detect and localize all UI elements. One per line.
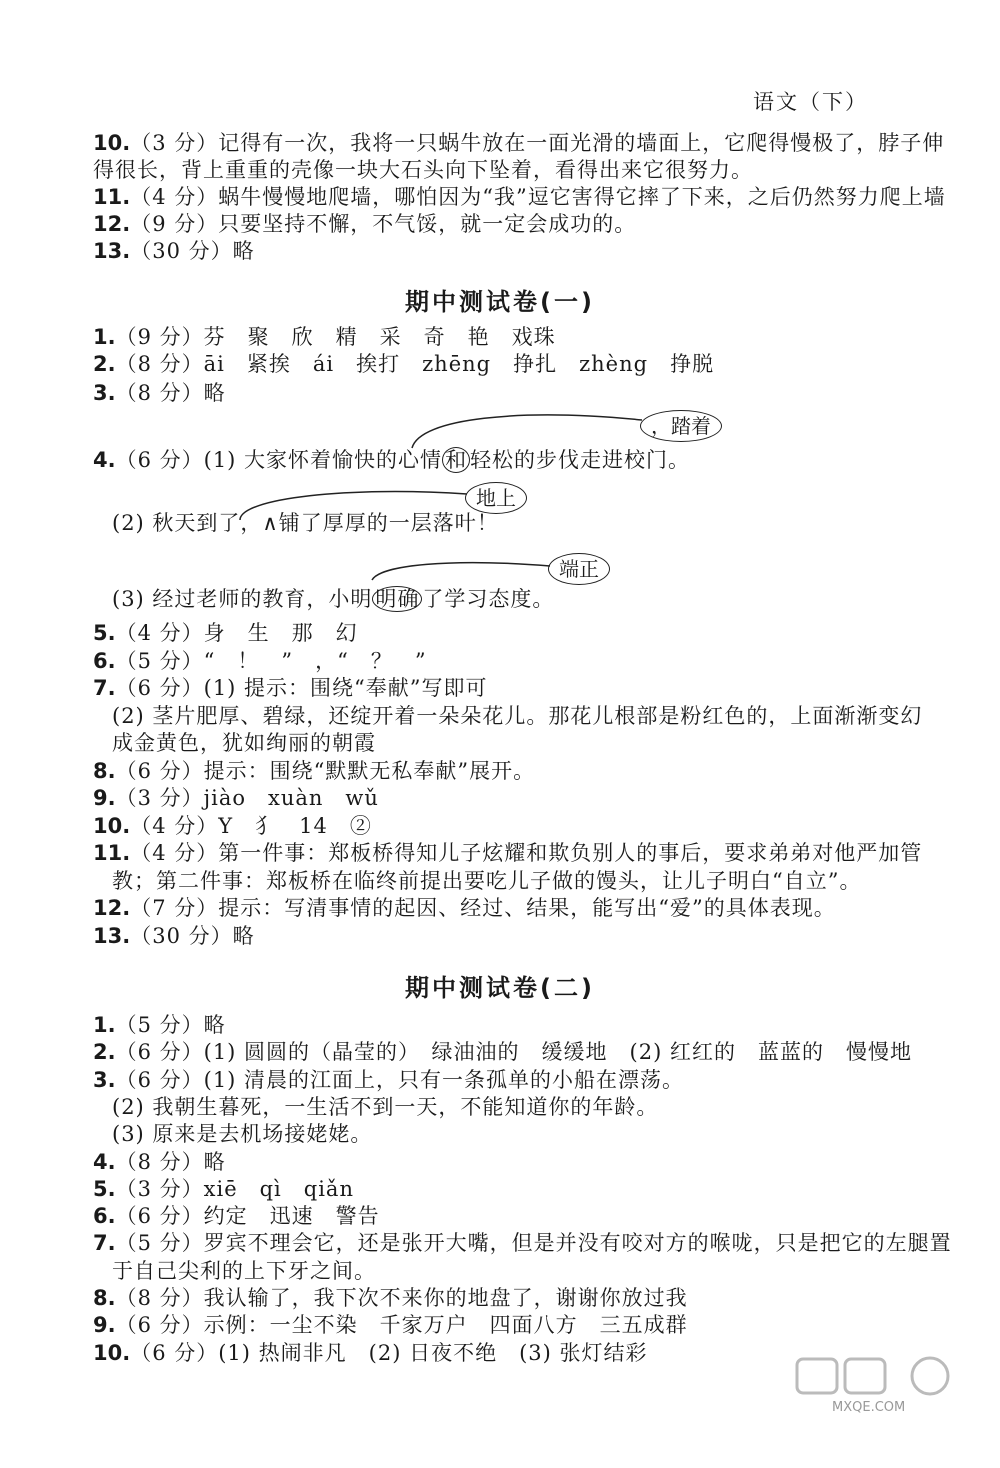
page-header: 语文（下） <box>753 90 868 114</box>
correction-line-1 <box>93 447 933 473</box>
answer-text: （4 分）Y 犭 14 ② <box>130 813 372 838</box>
answer-line <box>93 785 933 811</box>
answer-text: （6 分）提示：围绕“默默无私奉献”展开。 <box>115 758 536 783</box>
question-number: 12. <box>93 896 131 920</box>
answer-text: (2) 我朝生暮死，一生活不到一天，不能知道你的年龄。 <box>112 1094 659 1119</box>
answer-line <box>93 1312 933 1338</box>
answer-line <box>112 868 952 894</box>
question-number: 13. <box>93 923 131 948</box>
question-number: 8. <box>93 758 116 783</box>
question-number: 11. <box>93 841 131 865</box>
answer-text: 了学习态度。 <box>422 587 555 611</box>
answer-text: （6 分）(1) 圆圆的（晶莹的） 绿油油的 缓缓地 (2) 红红的 蓝蓝的 慢慢地 <box>115 1040 912 1065</box>
answer-line <box>93 238 933 264</box>
answer-line <box>93 675 933 701</box>
insertion-bubble: 地上 <box>465 482 527 514</box>
question-number: 3. <box>93 1067 116 1092</box>
answer-text: （8 分）略 <box>115 381 226 405</box>
answer-text: （3 分）记得有一次，我将一只蜗牛放在一面光滑的墙面上，它爬得慢极了，脖子伸 <box>130 131 945 155</box>
answer-text: 教；第二件事：郑板桥在临终前提出要吃儿子做的馒头，让儿子明白“自立”。 <box>112 868 862 893</box>
correction-line-3 <box>112 586 952 612</box>
answer-text: （8 分）āi 紧挨 ái 挨打 zhēng 挣扎 zhèng 挣脱 <box>115 352 715 376</box>
answer-text: （8 分）我认输了，我下次不来你的地盘了，谢谢你放过我 <box>115 1286 688 1310</box>
answer-text: 成金黄色，犹如绚丽的朝霞 <box>112 731 376 755</box>
answer-text: （5 分）罗宾不理会它，还是张开大嘴，但是并没有咬对方的喉咙，只是把它的左腿置 <box>115 1231 952 1256</box>
circled-word: 明确 <box>372 586 422 612</box>
answer-line <box>93 157 933 183</box>
correction-line-2 <box>112 510 952 536</box>
question-number: 13. <box>93 239 131 263</box>
answer-line <box>93 1203 933 1229</box>
answer-line <box>112 1121 952 1147</box>
circled-word: 和 <box>442 447 470 473</box>
question-number: 2. <box>93 1040 116 1065</box>
answer-line <box>112 1258 952 1284</box>
question-number: 1. <box>93 325 116 349</box>
answer-text: （9 分）芬 聚 欣 精 采 奇 艳 戏珠 <box>115 325 556 349</box>
question-number: 9. <box>93 786 116 810</box>
question-number: 10. <box>93 813 131 838</box>
answer-line <box>93 895 933 921</box>
answer-line <box>93 840 933 866</box>
answer-line <box>93 648 933 674</box>
answer-line <box>112 703 952 729</box>
answer-text: （7 分）提示：写清事情的起因、经过、结果，能写出“爱”的具体表现。 <box>130 896 836 920</box>
answer-line <box>112 730 952 756</box>
answer-text: (2) 茎片肥厚、碧绿，还绽开着一朵朵花儿。那花儿根部是粉红色的，上面渐渐变幻 <box>112 703 923 728</box>
answer-text: （6 分）(1) 热闹非凡 (2) 日夜不绝 (3) 张灯结彩 <box>130 1340 648 1365</box>
answer-text: （30 分）略 <box>130 239 255 263</box>
answer-text: （4 分）蜗牛慢慢地爬墙，哪怕因为“我”逗它害得它摔了下来，之后仍然努力爬上墙 <box>130 185 946 209</box>
watermark-logo-icon <box>795 1355 975 1397</box>
answer-line <box>93 620 933 646</box>
answer-text: （5 分）“ ！ ” ，“ ？ ” <box>115 648 427 673</box>
answer-line <box>93 1285 933 1311</box>
answer-text: （6 分）约定 迅速 警告 <box>115 1204 380 1229</box>
answer-text: （3 分）xiē qì qiǎn <box>115 1176 354 1201</box>
insertion-bubble: 端正 <box>548 553 610 585</box>
answer-line <box>93 1149 933 1175</box>
answer-line <box>93 130 945 156</box>
question-number: 1. <box>93 1013 116 1037</box>
answer-line <box>93 211 933 237</box>
section-title-midterm-1: 期中测试卷(一) <box>405 288 595 316</box>
answer-text: （9 分）只要坚持不懈，不气馁，就一定会成功的。 <box>130 212 637 236</box>
answer-text: （5 分）略 <box>115 1013 226 1037</box>
answer-text: （6 分）(1) 大家怀着愉快的心情 <box>115 448 443 472</box>
question-number: 7. <box>93 676 116 700</box>
answer-line <box>93 324 933 350</box>
question-number: 12. <box>93 212 131 236</box>
question-number: 4. <box>93 448 116 472</box>
question-number: 7. <box>93 1231 116 1256</box>
answer-text: (3) 经过老师的教育，小明 <box>112 587 373 611</box>
question-number: 10. <box>93 131 131 155</box>
answer-text: （6 分）示例：一尘不染 千家万户 四面八方 三五成群 <box>115 1313 688 1338</box>
answer-line <box>93 1039 933 1065</box>
answer-text: （4 分）第一件事：郑板桥得知儿子炫耀和欺负别人的事后，要求弟弟对他严加管 <box>130 841 923 865</box>
answer-line <box>93 758 933 784</box>
insertion-bubble: ，踏着 <box>640 410 722 442</box>
question-number: 10. <box>93 1340 131 1365</box>
question-number: 5. <box>93 1176 116 1201</box>
question-number: 8. <box>93 1286 116 1310</box>
question-number: 11. <box>93 185 131 209</box>
question-number: 6. <box>93 1204 116 1229</box>
question-number: 6. <box>93 648 116 673</box>
question-number: 3. <box>93 381 116 405</box>
answer-line <box>93 380 933 406</box>
answer-line <box>93 351 933 377</box>
insertion-caret: ∧ <box>262 511 279 535</box>
answer-text: (3) 原来是去机场接姥姥。 <box>112 1122 373 1147</box>
question-number: 4. <box>93 1149 116 1174</box>
question-number: 5. <box>93 621 116 645</box>
answer-text: （4 分）身 生 那 幻 <box>115 621 358 645</box>
answer-text: （30 分）略 <box>130 923 255 948</box>
answer-line <box>93 1176 933 1202</box>
answer-text: （3 分）jiào xuàn wǔ <box>115 786 379 810</box>
question-number: 9. <box>93 1313 116 1338</box>
answer-text: 于自己尖利的上下牙之间。 <box>112 1258 376 1283</box>
watermark-text: MXQE.COM <box>832 1400 906 1415</box>
answer-text: 轻松的步伐走进校门。 <box>470 448 691 472</box>
answer-line <box>93 184 946 210</box>
answer-text: 得很长，背上重重的壳像一块大石头向下坠着，看得出来它很努力。 <box>93 158 753 182</box>
answer-text: （8 分）略 <box>115 1149 226 1174</box>
answer-line <box>112 1094 952 1120</box>
answer-text: （6 分）(1) 清晨的江面上，只有一条孤单的小船在漂荡。 <box>115 1067 685 1092</box>
answer-line <box>93 1230 952 1256</box>
question-number: 2. <box>93 352 116 376</box>
answer-line <box>93 1067 933 1093</box>
answer-text: （6 分）(1) 提示：围绕“奉献”写即可 <box>115 676 488 700</box>
section-title-midterm-2: 期中测试卷(二) <box>405 974 595 1002</box>
answer-line <box>93 923 933 949</box>
answer-text: 铺了厚厚的一层落叶！ <box>278 511 499 535</box>
answer-text: (2) 秋天到了， <box>112 511 263 535</box>
answer-line <box>93 1012 933 1038</box>
answer-line <box>93 813 933 839</box>
